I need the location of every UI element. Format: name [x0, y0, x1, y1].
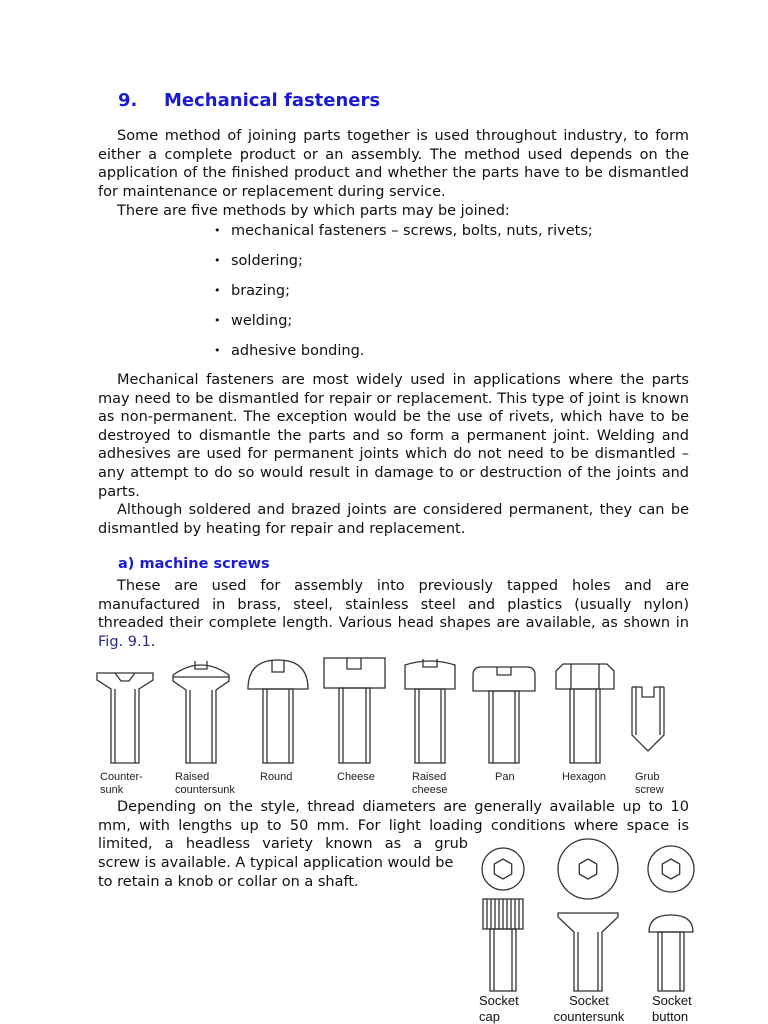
figure-screw-heads: [95, 655, 675, 800]
label-socket-button: Socket button: [652, 993, 692, 1024]
cheese-screw-icon: [324, 658, 385, 763]
figure-socket-screws: [475, 835, 715, 1024]
bullet-icon: •: [214, 314, 221, 327]
label-cheese: Cheese: [337, 771, 375, 783]
raised-cheese-screw-icon: [405, 659, 455, 763]
bullet-icon: •: [214, 344, 221, 357]
list-item: • soldering;: [214, 253, 303, 269]
label-grub-screw: Grub screw: [635, 771, 664, 796]
label-round: Round: [260, 771, 293, 783]
soldered-paragraph: Although soldered and brazed joints are considered permanent, they can be dismantled by heating for repair and replacement.: [98, 502, 689, 537]
raised-countersunk-screw-icon: [173, 661, 229, 763]
intro-paragraph: Some method of joining parts together is used throughout industry, to form either a complete product or an assembly. The method used depends on the application of the finished product and whether the parts have to be dismantled for maintenance or replacement during service.: [98, 128, 689, 200]
list-item: • brazing;: [214, 283, 290, 299]
label-hexagon: Hexagon: [562, 771, 607, 783]
label-raised-countersunk: Raised countersunk: [175, 771, 235, 796]
list-item: • mechanical fasteners – screws, bolts, nuts, rivets;: [214, 223, 593, 239]
socket-button-side-view-icon: [649, 915, 693, 991]
methods-intro: There are five methods by which parts may be joined:: [117, 203, 510, 219]
socket-countersunk-top-view-icon: [558, 839, 618, 899]
socket-countersunk-side-view-icon: [558, 913, 618, 991]
socket-cap-top-view-icon: [482, 848, 524, 890]
fasteners-paragraph: Mechanical fasteners are most widely used in applications where the parts may need to be dismantled for repair or replacement. This type of joint is known as non-permanent. The exception would be the use of rivets, which have to be destroyed to dismantle the parts and so form a permanent joint. Welding and adhesives are used for permanent joints which do not need to be dismantled – any attempt to do so would result in damage to or destruction of the joints and parts.: [98, 372, 689, 500]
section-heading: [118, 90, 380, 111]
label-socket-countersunk: Socket countersunk: [553, 993, 625, 1024]
section-number: 9.: [118, 90, 138, 111]
label-raised-cheese: Raised cheese: [412, 771, 448, 796]
label-pan: Pan: [495, 771, 515, 783]
bullet-icon: •: [214, 224, 221, 237]
socket-cap-side-view-icon: [483, 899, 523, 991]
grub-screw-icon: [632, 687, 664, 751]
figure-reference-link[interactable]: Fig. 9.1: [98, 633, 151, 650]
socket-button-top-view-icon: [648, 846, 694, 892]
round-screw-icon: [248, 660, 308, 763]
label-socket-cap: Socket cap: [479, 993, 519, 1024]
pan-screw-icon: [473, 667, 535, 763]
list-item: • welding;: [214, 313, 293, 329]
section-title: Mechanical fasteners: [164, 90, 381, 111]
bullet-icon: •: [214, 284, 221, 297]
methods-list: [214, 222, 593, 372]
machine-screws-paragraph: These are used for assembly into previously tapped holes and are manufactured in brass, steel, stainless steel and plastics (usually nylon) threaded their complete length. Various head shapes are available, as shown in Fig. 9.1.: [98, 578, 689, 650]
label-countersunk: Counter- sunk: [100, 771, 143, 796]
list-item: • adhesive bonding.: [214, 343, 365, 359]
countersunk-screw-icon: [97, 673, 153, 763]
bullet-icon: •: [214, 254, 221, 267]
hexagon-screw-icon: [556, 664, 614, 763]
machine-screws-heading: a) machine screws: [118, 556, 270, 572]
